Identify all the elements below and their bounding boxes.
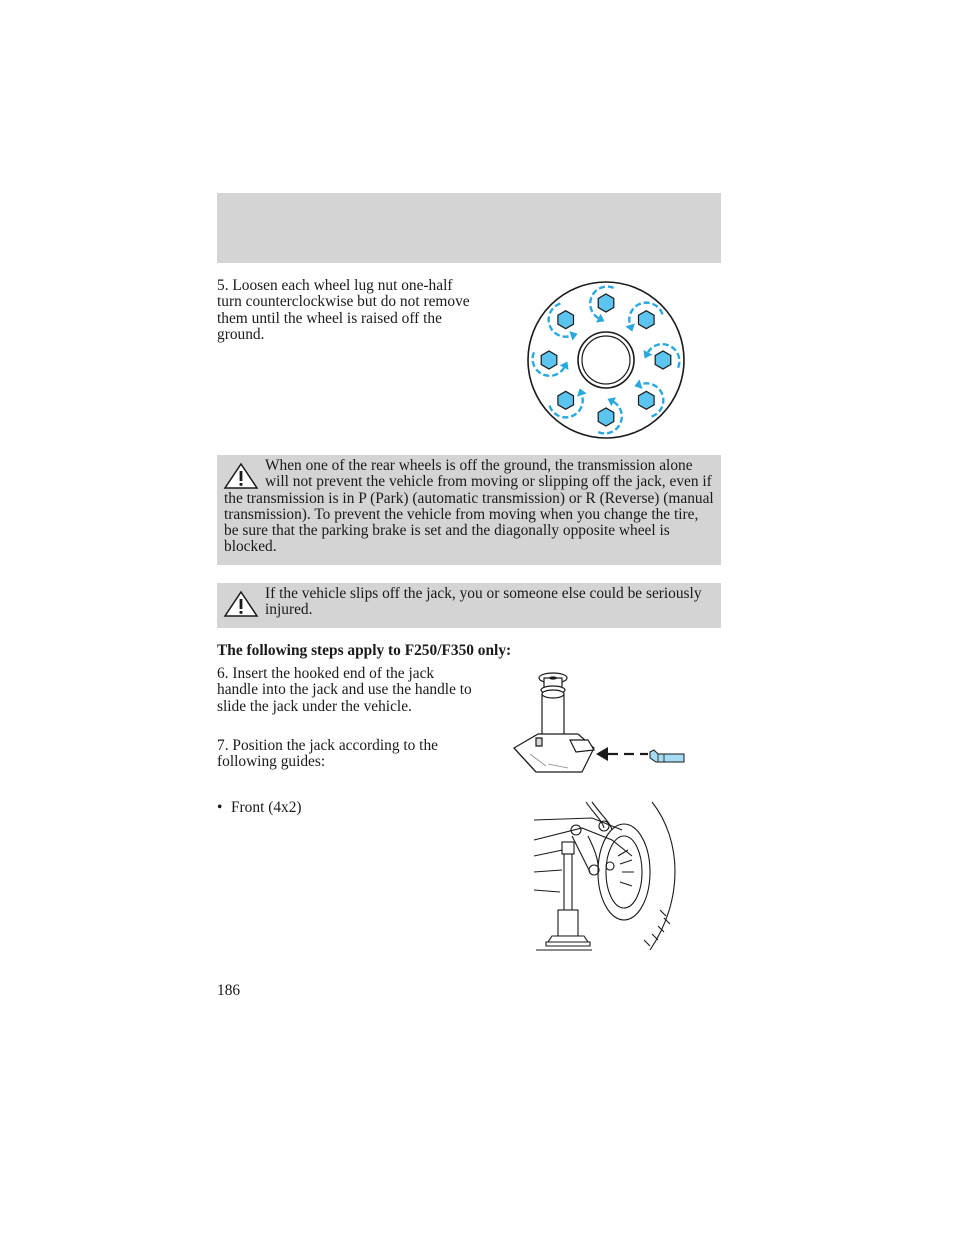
- step-7-text: 7. Position the jack according to the following guides:: [217, 737, 438, 771]
- lug-nut-icon: [598, 408, 614, 426]
- warning-box-slip: [217, 583, 721, 628]
- lug-nut-icon: [541, 351, 557, 369]
- step-6-text: 6. Insert the hooked end of the jack handle into the jack and use the handle to slide the jack under the vehicle.: [217, 665, 472, 715]
- bullet-item: [217, 800, 302, 816]
- lug-nut-icon: [639, 311, 655, 329]
- bullet-marker: •: [217, 799, 223, 816]
- jack-handle-diagram: [508, 668, 688, 776]
- lug-nut-icon: [558, 391, 574, 409]
- bullet-text: Front (4x2): [231, 799, 302, 816]
- lug-nut-icon: [655, 351, 671, 369]
- lug-nut-icon: [639, 391, 655, 409]
- lug-nut-loosening-diagram: [525, 278, 690, 442]
- warning-text: When one of the rear wheels is off the ground, the transmission alone will not prevent the vehicle from moving or slipping off the jack, even if the transmission is in P (Park) (automatic transmission) or R (Reverse) (manual transmission). To prevent the vehicle from moving when you change the tire, be sure that the parking brake is set and the diagonally opposite wheel is blocked.: [224, 457, 714, 556]
- warning-triangle-icon: [223, 590, 259, 618]
- warning-triangle-icon: [223, 462, 259, 490]
- lug-nut-icon: [598, 294, 614, 312]
- warning-box-transmission: [217, 455, 721, 565]
- front-4x2-jack-position-diagram: [532, 800, 682, 956]
- warning-text: If the vehicle slips off the jack, you or someone else could be seriously injured.: [265, 585, 702, 619]
- section-heading: The following steps apply to F250/F350 only:: [217, 642, 512, 659]
- step-5-text: 5. Loosen each wheel lug nut one-half turn counterclockwise but do not remove them until the wheel is raised off the ground.: [217, 277, 470, 343]
- page-number: 186: [217, 982, 241, 999]
- lug-nut-icon: [558, 311, 574, 329]
- header-band: [217, 193, 721, 263]
